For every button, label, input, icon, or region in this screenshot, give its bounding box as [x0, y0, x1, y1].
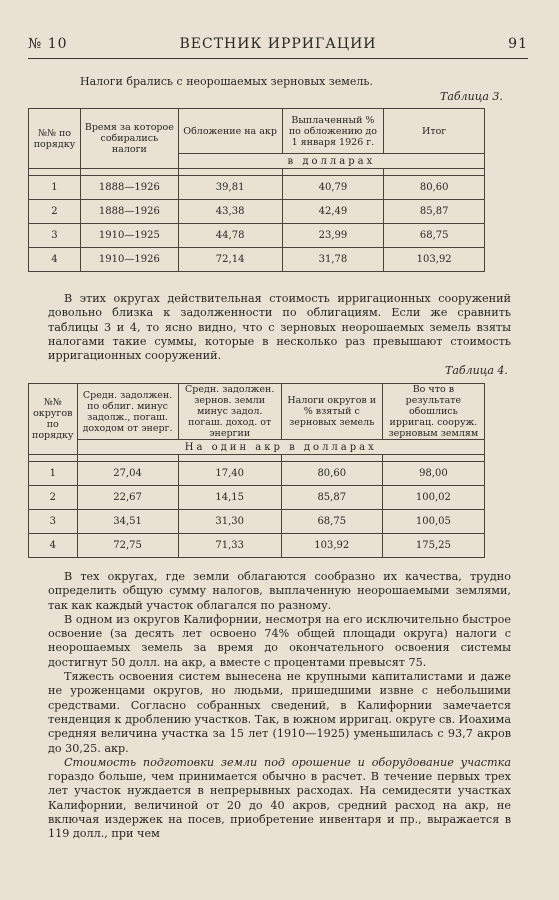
table-cell: 100,02 [382, 486, 484, 510]
table4-unit: На один акр в долларах [77, 440, 485, 455]
issue-number: № 10 [28, 36, 68, 52]
paragraph-text: В одном из округов Калифорнии, несмотря на его исключительно быстрое освоение (за десять лет освоено 74% общей площади округа) налоги с неорошаемых земель за время до окончательного освоения системы достигнут 50 долл. на акр, а вместе с процентами превысят 75. [48, 612, 511, 669]
table3-caption: Налоги брались с неорошаемых зерновых земель. [80, 75, 373, 88]
table-cell: 85,87 [384, 200, 485, 224]
table-cell: 68,75 [281, 510, 382, 534]
table-cell: 22,67 [77, 486, 178, 510]
table-cell: 2 [29, 486, 78, 510]
table-4 [28, 383, 485, 558]
page-number: 91 [508, 36, 528, 52]
table-cell: 17,40 [178, 462, 281, 486]
table-cell: 44,78 [178, 224, 282, 248]
table4-col-header: Средн. задолжен. по облиг. минус задолж., погаш. доходом от энерг. [77, 384, 178, 440]
table-cell: 3 [29, 224, 81, 248]
table4-col-header: №№ округов по порядку [29, 384, 78, 455]
table4-col-header: Средн. задолжен. зернов. земли минус задол. погаш. доход. от энергии [178, 384, 281, 440]
paragraph-text [48, 756, 511, 842]
table4-col-header: Во что в результате обошлись ирригац. сооруж. зерновым землям [382, 384, 484, 440]
table4-header-row [29, 384, 485, 440]
table3-col-header: Итог [384, 109, 485, 154]
table-cell: 14,15 [178, 486, 281, 510]
table3-unit: в долларах [178, 154, 484, 169]
table-row [29, 534, 485, 558]
table-cell: 1910—1926 [80, 248, 178, 272]
paragraph-text: В тех округах, где земли облагаются сообразно их качества, трудно определить общую сумму налогов, выплаченную неорошаемыми землями, так как каждый участок облагался по разному. [48, 570, 511, 612]
table-cell: 1 [29, 462, 78, 486]
paragraph-text: Тяжесть освоения систем вынесена не крупными капиталистами и даже не уроженцами округов, но людьми, пришедшими извне с небольшими средствами. Согласно собранных сведений, в Калифорнии замечается тенденция к дроблению участков. Так, в южном ирригац. округе св. Иоахима средняя величина участка за 15 лет (1910—1925) уменьшилась с 93,7 акров до 30,25. акр. [48, 670, 511, 755]
table-cell: 85,87 [281, 486, 382, 510]
table-cell: 103,92 [281, 534, 382, 558]
table-cell: 1 [29, 176, 81, 200]
table-cell: 4 [29, 534, 78, 558]
table-row [29, 248, 485, 272]
table-cell: 103,92 [384, 248, 485, 272]
table-cell: 72,75 [77, 534, 178, 558]
table3-col-header: Выплаченный % по обложению до 1 января 1926 г. [282, 109, 384, 154]
table-row [29, 486, 485, 510]
table-cell: 34,51 [77, 510, 178, 534]
table-row [29, 224, 485, 248]
table3-col-header: №№ по порядку [29, 109, 81, 169]
italic-lead: Стоимость подготовки земли под орошение и оборудование участка [64, 755, 511, 769]
table-cell: 27,04 [77, 462, 178, 486]
table-cell: 1888—1926 [80, 176, 178, 200]
table-cell: 31,30 [178, 510, 281, 534]
table3-header-row [29, 109, 485, 154]
table-cell: 80,60 [281, 462, 382, 486]
table-cell: 40,79 [282, 176, 384, 200]
table-cell: 4 [29, 248, 81, 272]
body-text [48, 570, 511, 842]
table-cell: 39,81 [178, 176, 282, 200]
table-row [29, 176, 485, 200]
table-cell: 175,25 [382, 534, 484, 558]
table4-label: Таблица 4. [445, 364, 508, 377]
table-cell: 68,75 [384, 224, 485, 248]
table-cell: 23,99 [282, 224, 384, 248]
table-cell: 72,14 [178, 248, 282, 272]
table-cell: 3 [29, 510, 78, 534]
table-cell: 1888—1926 [80, 200, 178, 224]
table-cell: 1910—1925 [80, 224, 178, 248]
journal-title: ВЕСТНИК ИРРИГАЦИИ [179, 36, 377, 52]
table-3 [28, 108, 485, 272]
table3-col-header: Обложение на акр [178, 109, 282, 154]
paragraph-rest: гораздо больше, чем принимается обычно в расчет. В течение первых трех лет участок нуждается в непрерывных расходах. На семидесяти участках Калифорнии, величиной от 20 до 40 акров, средний расход на акр, не включая издержек на посев, приобретение инвентаря и пр., выражается в 119 долл., при чем [48, 770, 511, 841]
page-header [28, 36, 528, 59]
table-cell: 42,49 [282, 200, 384, 224]
table4-unit-row [29, 440, 485, 455]
paragraph-text: В этих округах действительная стоимость ирригационных сооружений довольно близка к задолженности по облигациям. Если же сравнить таблицы 3 и 4, то ясно видно, что с зерновых неорошаемых земель взяты налогами такие суммы, которые в несколько раз превышают стоимость ирригационных сооружений. [48, 292, 511, 363]
table-cell: 100,05 [382, 510, 484, 534]
table-cell: 71,33 [178, 534, 281, 558]
paragraph [48, 292, 511, 363]
table-cell: 2 [29, 200, 81, 224]
table-row [29, 510, 485, 534]
table-cell: 98,00 [382, 462, 484, 486]
table3-label: Таблица 3. [440, 90, 503, 103]
table-row [29, 462, 485, 486]
table-cell: 31,78 [282, 248, 384, 272]
table3-col-header: Время за которое собирались налоги [80, 109, 178, 169]
table-row [29, 200, 485, 224]
table4-col-header: Налоги округов и % взятый с зерновых земель [281, 384, 382, 440]
table-cell: 43,38 [178, 200, 282, 224]
table-cell: 80,60 [384, 176, 485, 200]
